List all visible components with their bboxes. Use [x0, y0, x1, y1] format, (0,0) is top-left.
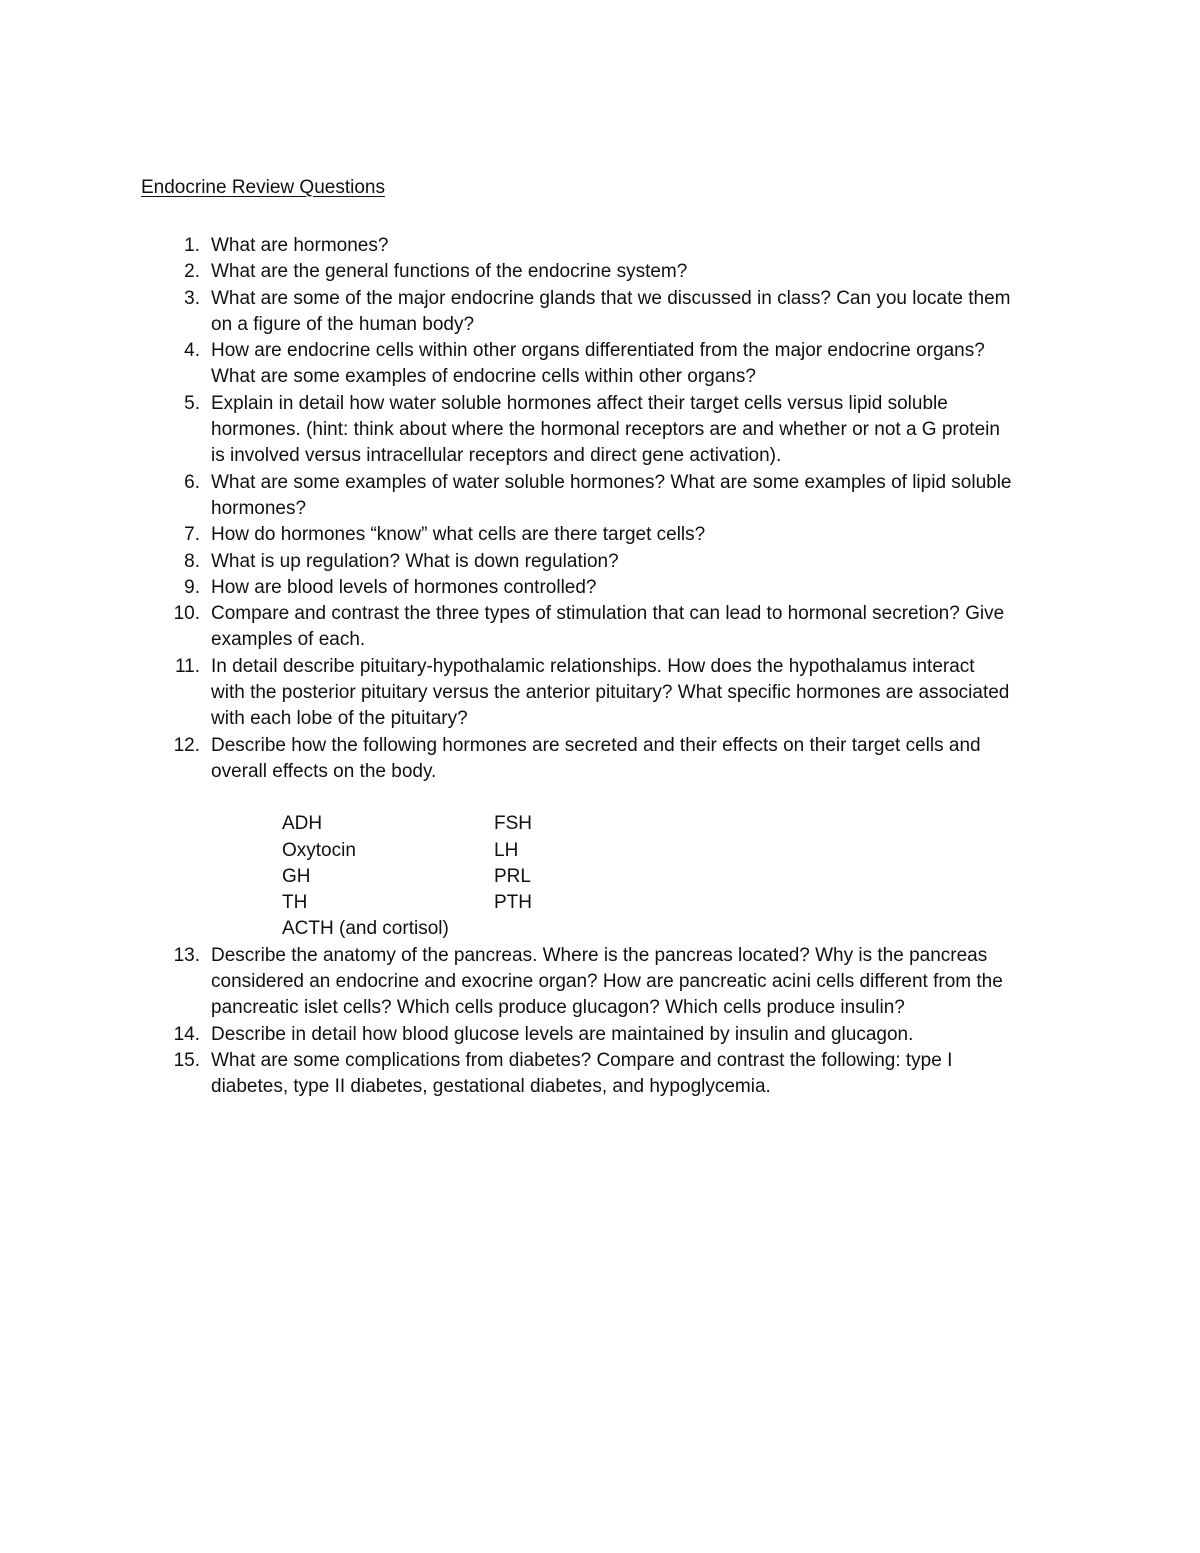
- question-text-line: diabetes, type II diabetes, gestational diabetes, and hypoglycemia.: [211, 1076, 771, 1098]
- hormone-row: [282, 864, 532, 890]
- hormone-name: TH: [282, 892, 308, 914]
- hormone-name: Oxytocin: [282, 839, 356, 861]
- question-number: 3.: [184, 287, 200, 309]
- question-text: [211, 733, 1071, 786]
- question-text-line: examples of each.: [211, 629, 366, 651]
- question-number: 14.: [173, 1023, 200, 1045]
- question-text-line: What are some examples of water soluble hormones? What are some examples of lipid soluble: [211, 471, 1012, 493]
- question-text: [211, 259, 1071, 285]
- question-number: 12.: [173, 734, 200, 756]
- question-text: [211, 391, 1071, 470]
- question-text-line: with the posterior pituitary versus the anterior pituitary? What specific hormones are associated: [211, 682, 1010, 704]
- hormone-name: FSH: [494, 813, 532, 835]
- question-text-line: What is up regulation? What is down regulation?: [211, 550, 619, 572]
- hormone-row: [282, 811, 532, 837]
- question-number: 5.: [184, 392, 200, 414]
- question-text: [211, 286, 1071, 339]
- question-text: [211, 1048, 1071, 1101]
- hormone-row: [282, 916, 532, 942]
- question-number: 9.: [184, 576, 200, 598]
- question-item: [0, 575, 1200, 601]
- hormone-name: GH: [282, 865, 311, 887]
- question-number: 6.: [184, 471, 200, 493]
- question-item: [0, 733, 1200, 943]
- hormone-list: [282, 811, 532, 942]
- question-item: [0, 286, 1200, 339]
- question-number: 15.: [173, 1049, 200, 1071]
- question-item: [0, 1022, 1200, 1048]
- question-text-line: hormones. (hint: think about where the hormonal receptors are and whether or not a G protein: [211, 419, 1000, 441]
- question-text-line: Explain in detail how water soluble hormones affect their target cells versus lipid soluble: [211, 392, 948, 414]
- question-number: 7.: [184, 524, 200, 546]
- question-text-line: with each lobe of the pituitary?: [211, 708, 468, 730]
- question-text-line: How do hormones “know” what cells are there target cells?: [211, 524, 706, 546]
- question-number: 11.: [174, 655, 200, 677]
- question-text: [211, 470, 1071, 523]
- question-text-line: What are some examples of endocrine cells within other organs?: [211, 366, 756, 388]
- question-text-line: What are hormones?: [211, 235, 389, 256]
- question-number: 4.: [184, 340, 200, 362]
- question-number: 1.: [184, 235, 200, 256]
- question-text-line: considered an endocrine and exocrine organ? How are pancreatic acini cells different from the: [211, 971, 1003, 993]
- question-text: [211, 654, 1071, 733]
- question-item: [0, 338, 1200, 391]
- question-item: [0, 549, 1200, 575]
- question-text-line: pancreatic islet cells? Which cells produce glucagon? Which cells produce insulin?: [211, 997, 905, 1019]
- question-text-line: Describe in detail how blood glucose levels are maintained by insulin and glucagon.: [211, 1023, 914, 1045]
- hormone-name: PRL: [494, 865, 531, 887]
- question-text: [211, 338, 1071, 391]
- hormone-name: [494, 916, 532, 942]
- question-item: [0, 1048, 1200, 1101]
- question-text-line: In detail describe pituitary-hypothalamic relationships. How does the hypothalamus interact: [211, 655, 975, 677]
- question-text: [211, 1022, 1071, 1048]
- question-item: [0, 601, 1200, 654]
- question-text: [211, 522, 1071, 548]
- question-text: [211, 549, 1071, 575]
- question-text-line: What are some of the major endocrine glands that we discussed in class? Can you locate them: [211, 287, 1011, 309]
- question-item: [0, 522, 1200, 548]
- question-number: 2.: [184, 261, 200, 283]
- hormone-row: [282, 838, 532, 864]
- question-item: [0, 470, 1200, 523]
- question-item: [0, 943, 1200, 1022]
- question-item: [0, 233, 1200, 259]
- question-text-line: Describe how the following hormones are secreted and their effects on their target cells and: [211, 734, 981, 756]
- hormone-name: ADH: [282, 813, 323, 835]
- question-text-line: What are the general functions of the endocrine system?: [211, 261, 688, 283]
- document-title: Endocrine Review Questions: [141, 177, 385, 198]
- question-text-line: on a figure of the human body?: [211, 313, 475, 335]
- question-text-line: What are some complications from diabetes? Compare and contrast the following: type I: [211, 1049, 953, 1071]
- question-number: 10.: [173, 603, 200, 625]
- question-text-line: How are endocrine cells within other organs differentiated from the major endocrine organs?: [211, 340, 985, 362]
- question-number: 8.: [184, 550, 200, 572]
- hormone-name: PTH: [494, 892, 532, 914]
- question-item: [0, 391, 1200, 470]
- question-number: 13.: [173, 944, 200, 966]
- question-text: [211, 233, 1071, 259]
- question-list: [0, 233, 1200, 1101]
- question-text: [211, 575, 1071, 601]
- question-text-line: Compare and contrast the three types of stimulation that can lead to hormonal secretion? Give: [211, 603, 1005, 625]
- question-text-line: is involved versus intracellular receptors and direct gene activation).: [211, 445, 782, 467]
- question-text-line: Describe the anatomy of the pancreas. Where is the pancreas located? Why is the pancreas: [211, 944, 988, 966]
- question-text-line: How are blood levels of hormones controlled?: [211, 576, 597, 598]
- hormone-name: LH: [494, 839, 519, 861]
- question-text: [211, 601, 1071, 654]
- hormone-row: [282, 890, 532, 916]
- hormone-name: ACTH (and cortisol): [282, 918, 449, 940]
- question-item: [0, 259, 1200, 285]
- question-text-line: hormones?: [211, 497, 307, 519]
- question-text-line: overall effects on the body.: [211, 760, 437, 782]
- question-item: [0, 654, 1200, 733]
- question-text: [211, 943, 1071, 1022]
